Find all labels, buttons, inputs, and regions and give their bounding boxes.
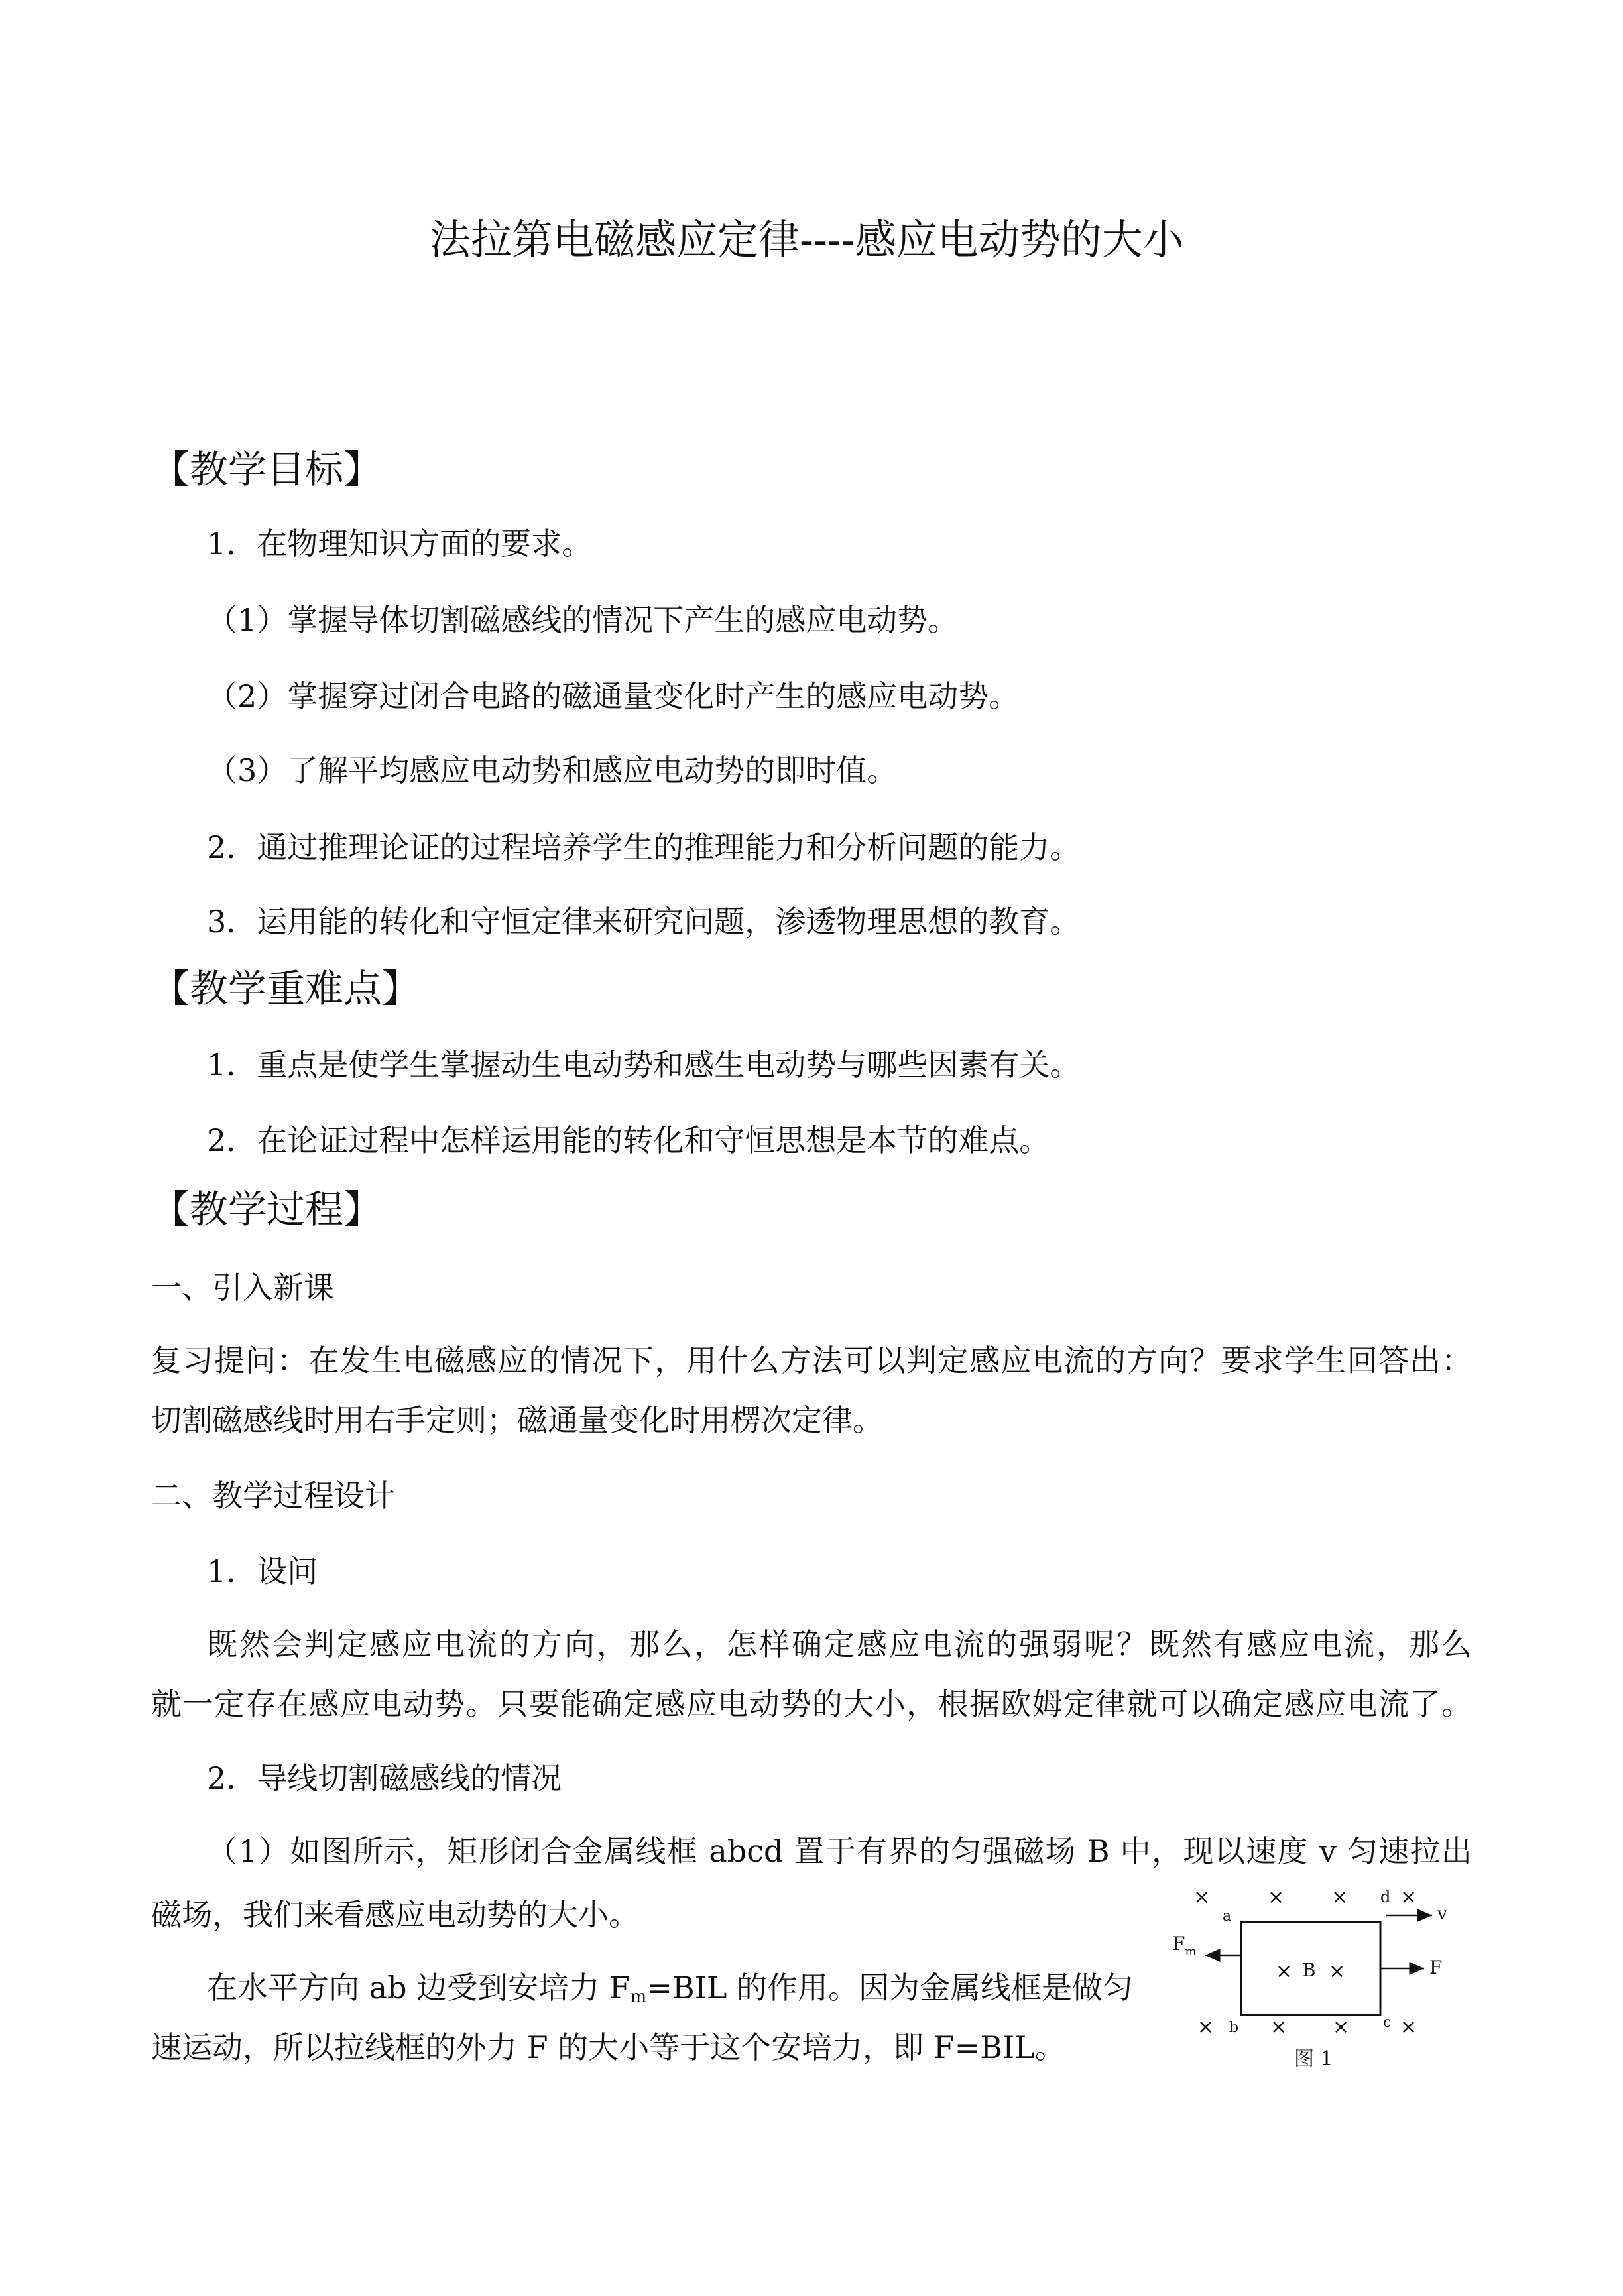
ampere-force-subscript: m [630, 1987, 647, 2007]
section-heading-key-points: 【教学重难点】 [151, 966, 421, 1011]
objective-item-1: 1．在物理知识方面的要求。 [207, 526, 593, 562]
key-point-item-1: 1．重点是使学生掌握动生电动势和感生电动势与哪些因素有关。 [207, 1047, 1081, 1083]
field-cross-mark: × [1400, 1886, 1417, 1909]
question-paragraph-line-2: 就一定存在感应电动势。只要能确定感应电动势的大小，根据欧姆定律就可以确定感应电流了。 [151, 1686, 1472, 1722]
section-heading-teaching-process: 【教学过程】 [151, 1187, 383, 1232]
field-cross-mark: × [1400, 2016, 1417, 2039]
objective-item-1-1: （1）掌握导体切割磁感线的情况下产生的感应电动势。 [207, 602, 959, 638]
document-title: 法拉第电磁感应定律----感应电动势的大小 [430, 215, 1184, 264]
question-paragraph-line-1: 既然会判定感应电流的方向，那么，怎样确定感应电流的强弱呢？既然有感应电流，那么 [207, 1626, 1472, 1662]
ampere-force-label-sub: m [1185, 1945, 1197, 1959]
subsection-heading-question: 1．设问 [207, 1553, 318, 1589]
section-heading-teaching-objectives: 【教学目标】 [151, 447, 383, 492]
figure-rectangular-coil [1154, 1880, 1512, 2079]
objective-item-1-3: （3）了解平均感应电动势和感应电动势的即时值。 [207, 753, 898, 788]
corner-label-b: b [1229, 2020, 1239, 2036]
part-heading-process-design: 二、教学过程设计 [151, 1478, 395, 1514]
corner-label-d: d [1380, 1888, 1391, 1906]
ampere-force-label-main: F [1172, 1933, 1185, 1955]
wire-paragraph-line-1: （1）如图所示，矩形闭合金属线框 abcd 置于有界的匀强磁场 B 中，现以速度 v 匀速拉出 [207, 1833, 1472, 1869]
corner-label-c: c [1383, 2014, 1392, 2031]
field-cross-mark: × [1276, 1960, 1293, 1983]
key-point-item-2: 2．在论证过程中怎样运用能的转化和守恒思想是本节的难点。 [207, 1122, 1050, 1158]
figure-caption: 图 1 [1294, 2047, 1333, 2071]
objective-item-3: 3．运用能的转化和守恒定律来研究问题，渗透物理思想的教育。 [207, 904, 1081, 939]
review-question-line-1: 复习提问：在发生电磁感应的情况下，用什么方法可以判定感应电流的方向？要求学生回答出： [151, 1343, 1472, 1378]
ampere-force-line-2: 速运动，所以拉线框的外力 F 的大小等于这个安培力，即 F=BIL。 [151, 2029, 1065, 2065]
ampere-force-line-1 [207, 1968, 1133, 2017]
field-cross-mark: × [1331, 1886, 1349, 1909]
part-heading-introduction: 一、引入新课 [151, 1270, 334, 1305]
subsection-heading-wire-cutting: 2．导线切割磁感线的情况 [207, 1760, 562, 1796]
field-cross-mark: × [1193, 1886, 1211, 1909]
pull-force-label: F [1429, 1957, 1443, 1978]
wire-paragraph-line-2: 磁场，我们来看感应电动势的大小。 [151, 1897, 639, 1933]
review-question-line-2: 切割磁感线时用右手定则；磁通量变化时用楞次定律。 [151, 1402, 883, 1438]
field-label-b: B [1302, 1959, 1316, 1981]
objective-item-2: 2．通过推理论证的过程培养学生的推理能力和分析问题的能力。 [207, 829, 1081, 865]
ampere-force-label [1172, 1933, 1197, 1959]
field-cross-mark: × [1268, 1886, 1285, 1909]
objective-item-1-2: （2）掌握穿过闭合电路的磁通量变化时产生的感应电动势。 [207, 678, 1020, 714]
field-cross-mark: × [1329, 1960, 1346, 1983]
velocity-label: v [1437, 1904, 1447, 1924]
field-cross-mark: × [1197, 2016, 1215, 2039]
field-cross-mark: × [1270, 2016, 1288, 2039]
ampere-force-text-b: =BIL 的作用。因为金属线框是做匀 [646, 1970, 1133, 2006]
corner-label-a: a [1223, 1908, 1232, 1925]
field-cross-mark: × [1333, 2016, 1350, 2039]
ampere-force-text-a: 在水平方向 ab 边受到安培力 F [207, 1970, 631, 2006]
